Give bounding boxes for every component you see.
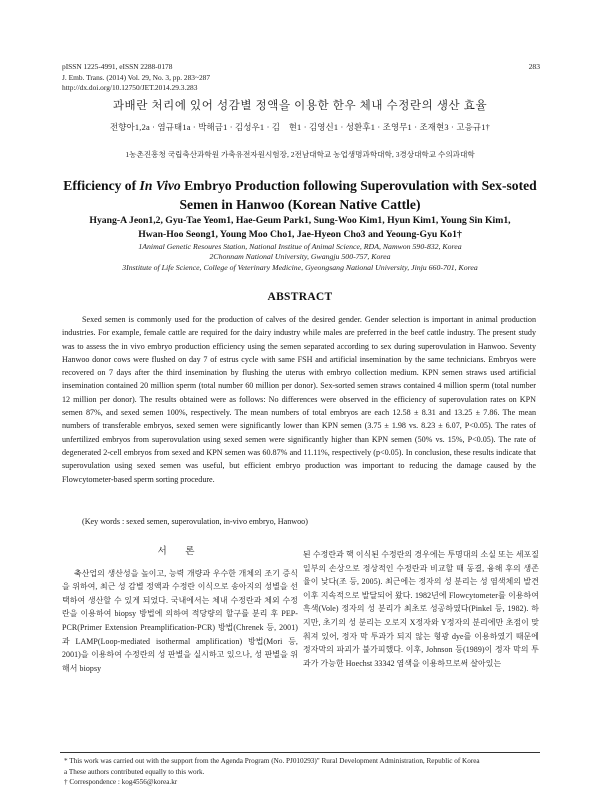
- english-title: [60, 176, 540, 214]
- intro-left-column: [62, 545, 298, 675]
- intro-left-text: 축산업의 생산성을 높이고, 능력 개량과 우수한 개체의 조기 증식을 위하여, 최근 성 감별 정액과 수정란 이식으로 송아지의 성별을 선택하여 생산할 수 있게 되었다. 국내에서는 체내 수정란과 체외 수정란을 이용하여 biopsy 방법에 의하여 적당량의 할구를 분리 후 PEP-PCR(Primer Extension Preamplification-PCR) 방법(Chrenek 등, 2001)과 LAMP(Loop-mediated isothermal amplification) 방법(Mori 등, 2001)을 이용하여 수정란의 성 판별을 실시하고 있으나, 성 판별을 위해서 biopsy: [62, 568, 298, 673]
- english-authors: [60, 214, 540, 241]
- korean-affiliation: 1농촌진흥청 국립축산과학원 가축유전자원시험장, 2전남대학교 농업생명과학대학, 3경상대학교 수의과대학: [125, 150, 475, 159]
- doi-link[interactable]: http://dx.doi.org/10.12750/JET.2014.29.3.283: [62, 83, 198, 92]
- affiliation-3: 3Institute of Life Science, College of Veterinary Medicine, Gyeongsang National University, Jinju 660-701, Korea: [122, 262, 478, 272]
- korean-title: 과배란 처리에 있어 성감별 정액을 이용한 한우 체내 수정란의 생산 효율: [112, 100, 488, 112]
- footnote-equal-contribution: a These authors contributed equally to this work.: [64, 767, 205, 776]
- journal-meta: [62, 62, 210, 94]
- english-affiliations: [40, 242, 560, 273]
- issn-line: pISSN 1225-4991, eISSN 2288-0178: [62, 62, 173, 71]
- title-part-2: Embryo Production following Superovulation with Sex-soted Semen in Hanwoo (Korean Native Cattle): [179, 178, 537, 212]
- abstract-body: [62, 313, 536, 486]
- affiliation-1: 1Animal Genetic Resoures Station, National Institue of Animal Science, RDA, Namwon 590-832, Korea: [138, 242, 462, 251]
- footnote-divider: [60, 752, 540, 753]
- footnote-correspondence: † Correspondence : kog4556@korea.kr: [64, 778, 178, 787]
- intro-right-column: [303, 548, 539, 670]
- citation-line: J. Emb. Trans. (2014) Vol. 29, No. 3, pp. 283~287: [62, 72, 211, 82]
- korean-authors: 전향아1,2a · 염규태1a · 박해금1 · 김성우1 · 김 현1 · 김영신1 · 성환후1 · 조영무1 · 조재현3 · 고응규1†: [110, 123, 490, 132]
- abstract-text: Sexed semen is commonly used for the production of calves of the desired gender. Gender selection is important in animal production industries. For example, female cattle are required for the dairy industry while males are preferred in the beef cattle industry. The present study was to assess the in vivo embryo production efficiency using the semen separated according to sex during superovulation in Hanwoo. Seventy Hanwoo donor cows were flushed on day 7 of estrus cycle with same FSH and artificial insemination by the same technicians. Embryos were recovered on 7 days after the third insemination by flushing the uterus with embryo collection medium. KPN semen straws used artificial insemination contained 20 million sperm (total number 60 million per donor). Sex-sorted semen straws contained 4 million sperm (total number 12 million per donor). The results obtained were as follows: No differences were observed in the efficiency of superovulation rates on KPN semen 87%, and sexed semen 100%, respectively. The mean numbers of total embryos are each 12.58 ± 8.31 and 13.25 ± 7.86. The mean numbers of transferable embryos, sexed semen were significantly lower than KPN semen (3.75 ± 1.98 vs. 8.23 ± 6.07, P<0.05). The rates of unfertilized embryos from superovulation using sexed semen were significantly higher than KPN semen (50% vs. 15%, P<0.05). The rate of degenerated 2-cell embryos from sexed and KPN semen was 60.87% and 11.11%, respectively (p<0.05). In conclusion, these results indicate that superovulation using sexed semen was useful, but efficient embryo production was important to reducing the damage caused by the Flowcytometer-based sperm sorting procedure.: [62, 315, 536, 484]
- authors-line-1: Hyang-A Jeon1,2, Gyu-Tae Yeom1, Hae-Geum Park1, Sung-Woo Kim1, Hyun Kim1, Young Sin Kim1,: [89, 215, 511, 226]
- abstract-heading: ABSTRACT: [267, 291, 333, 303]
- affiliation-2: 2Chonnam National University, Gwangju 500-757, Korea: [209, 252, 391, 262]
- footnotes: [64, 756, 540, 788]
- title-part-1: Efficiency of: [63, 178, 140, 193]
- title-italic: In Vivo: [139, 178, 181, 193]
- page-number: 283: [528, 62, 540, 71]
- authors-line-2: Hwan-Hoo Seong1, Young Moo Cho1, Jae-Hyeon Cho3 and Yeoung-Gyu Ko1†: [138, 228, 462, 240]
- intro-right-text: 된 수정란과 핵 이식된 수정란의 경우에는 투명대의 소실 또는 세포질 일부의 손상으로 정상적인 수정란과 비교할 때 동결, 융해 후의 생존율이 낮다(조 등, 2005). 최근에는 정자의 성 분리는 성 염색체의 발견 이후 지속적으로 발달되어 왔다. 1982년에 Flowcytometer를 이용하여 흑색(Vole) 정자의 성 분리가 최초로 성공하였다(Pinkel 등, 1982). 하지만, 초기의 성 분리는 오로지 X정자와 Y정자의 분리에만 초점이 맞춰져 있어, 정자 막 투과가 되지 않는 형광 dye를 이용하였기 때문에 정자막의 파괴가 불가피했다. 이후, Johnson 등(1989)이 정자 막의 투과가 가능한 Hoechst 33342 염색을 이용하므로써 살아있는: [303, 550, 539, 668]
- keywords: (Key words : sexed semen, superovulation, in-vivo embryo, Hanwoo): [82, 517, 308, 526]
- intro-heading: 서 론: [157, 546, 203, 557]
- footnote-funding: * This work was carried out with the support from the Agenda Program (No. PJ010293)" Rural Development Administration, Republic of Korea: [64, 757, 480, 765]
